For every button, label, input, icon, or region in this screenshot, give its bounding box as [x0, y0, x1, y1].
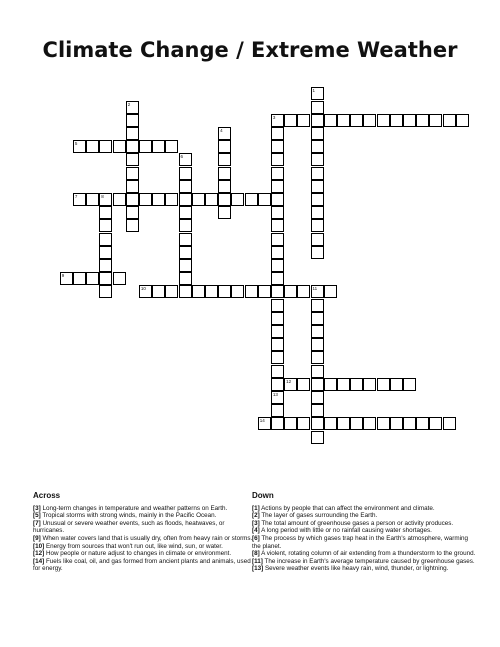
grid-cell[interactable]	[311, 206, 324, 219]
grid-cell[interactable]	[271, 193, 284, 206]
grid-cell[interactable]	[99, 246, 112, 259]
grid-cell[interactable]	[324, 378, 337, 391]
cell-number: 8	[101, 193, 104, 199]
grid-cell[interactable]	[403, 114, 416, 127]
grid-cell[interactable]	[271, 206, 284, 219]
grid-cell[interactable]	[73, 193, 86, 206]
grid-cell[interactable]	[271, 272, 284, 285]
grid-cell[interactable]	[311, 153, 324, 166]
grid-cell[interactable]	[311, 233, 324, 246]
grid-cell[interactable]	[311, 312, 324, 325]
grid-cell[interactable]	[429, 114, 442, 127]
grid-cell[interactable]	[337, 114, 350, 127]
grid-cell[interactable]	[271, 246, 284, 259]
grid-cell[interactable]	[311, 299, 324, 312]
grid-cell[interactable]	[60, 272, 73, 285]
grid-cell[interactable]	[86, 193, 99, 206]
grid-cell[interactable]	[165, 285, 178, 298]
grid-cell[interactable]	[165, 193, 178, 206]
clue-text: The layer of gases surrounding the Earth.	[259, 512, 378, 520]
clue-number: [14]	[33, 557, 45, 565]
grid-cell[interactable]	[271, 153, 284, 166]
grid-cell[interactable]	[73, 140, 86, 153]
grid-cell[interactable]	[311, 193, 324, 206]
grid-cell[interactable]	[99, 233, 112, 246]
grid-cell[interactable]	[218, 180, 231, 193]
grid-cell[interactable]	[73, 272, 86, 285]
clue-text: A violent, rotating column of air extending from a thunderstorm to the ground.	[259, 550, 476, 558]
grid-cell[interactable]	[403, 378, 416, 391]
grid-cell[interactable]	[297, 378, 310, 391]
grid-cell[interactable]	[139, 140, 152, 153]
grid-cell[interactable]	[271, 351, 284, 364]
grid-cell[interactable]	[179, 285, 192, 298]
grid-cell[interactable]	[311, 180, 324, 193]
grid-cell[interactable]	[179, 219, 192, 232]
grid-cell[interactable]	[126, 180, 139, 193]
grid-cell[interactable]	[126, 101, 139, 114]
clue-text: Actions by people that can affect the environment and climate.	[259, 504, 435, 512]
grid-cell[interactable]	[416, 114, 429, 127]
grid-cell[interactable]	[113, 140, 126, 153]
grid-cell[interactable]	[99, 259, 112, 272]
grid-cell[interactable]	[152, 193, 165, 206]
clue-number: [6]	[252, 534, 260, 542]
clue-item	[33, 520, 255, 535]
grid-cell[interactable]	[311, 404, 324, 417]
grid-cell[interactable]	[99, 272, 112, 285]
grid-cell[interactable]	[271, 312, 284, 325]
grid-cell[interactable]	[284, 114, 297, 127]
cell-number: 10	[140, 286, 146, 292]
clue-number: [12]	[33, 550, 45, 558]
grid-cell[interactable]	[416, 417, 429, 430]
grid-cell[interactable]	[271, 285, 284, 298]
cell-number: 2	[127, 101, 131, 107]
grid-cell[interactable]	[311, 101, 324, 114]
grid-cell[interactable]	[324, 114, 337, 127]
grid-cell[interactable]	[126, 206, 139, 219]
grid-cell[interactable]	[99, 140, 112, 153]
grid-cell[interactable]	[218, 167, 231, 180]
grid-cell[interactable]	[126, 153, 139, 166]
grid-cell[interactable]	[271, 114, 284, 127]
grid-cell[interactable]	[218, 206, 231, 219]
clue-text: Energy from sources that won't run out, like wind, sun, or water.	[44, 542, 223, 550]
grid-cell[interactable]	[271, 338, 284, 351]
grid-cell[interactable]	[363, 114, 376, 127]
clue-item	[33, 550, 255, 558]
grid-cell[interactable]	[205, 193, 218, 206]
grid-cell[interactable]	[271, 417, 284, 430]
cell-number: 3	[272, 114, 276, 120]
grid-cell[interactable]	[390, 114, 403, 127]
grid-cell[interactable]	[113, 272, 126, 285]
grid-cell[interactable]	[218, 140, 231, 153]
grid-cell[interactable]	[311, 114, 324, 127]
grid-cell[interactable]	[271, 325, 284, 338]
grid-cell[interactable]	[126, 193, 139, 206]
clue-item	[252, 535, 476, 550]
grid-cell[interactable]	[231, 193, 244, 206]
grid-cell[interactable]	[271, 167, 284, 180]
grid-cell[interactable]	[297, 114, 310, 127]
clue-item	[252, 558, 476, 566]
grid-cell[interactable]	[350, 378, 363, 391]
clue-number: [3]	[33, 504, 41, 512]
grid-cell[interactable]	[258, 285, 271, 298]
grid-cell[interactable]	[86, 140, 99, 153]
clue-item	[33, 543, 255, 551]
grid-cell[interactable]	[284, 378, 297, 391]
clue-number: [2]	[252, 512, 260, 520]
grid-cell[interactable]	[99, 285, 112, 298]
grid-cell[interactable]	[297, 417, 310, 430]
grid-cell[interactable]	[271, 233, 284, 246]
grid-cell[interactable]	[192, 193, 205, 206]
clue-text: How people or nature adjust to changes in climate or environment.	[44, 550, 232, 558]
grid-cell[interactable]	[297, 285, 310, 298]
grid-cell[interactable]	[311, 391, 324, 404]
grid-cell[interactable]	[311, 285, 324, 298]
grid-cell[interactable]	[429, 417, 442, 430]
clue-item	[252, 512, 476, 520]
cell-number: 1	[312, 88, 316, 94]
grid-cell[interactable]	[311, 167, 324, 180]
clue-item	[252, 527, 476, 535]
grid-cell[interactable]	[456, 114, 469, 127]
grid-cell[interactable]	[337, 378, 350, 391]
across-clues	[33, 492, 255, 573]
grid-cell[interactable]	[311, 219, 324, 232]
grid-cell[interactable]	[377, 378, 390, 391]
clue-text: Unusual or severe weather events, such as floods, heatwaves, or hurricanes.	[33, 519, 225, 535]
grid-cell[interactable]	[363, 417, 376, 430]
grid-cell[interactable]	[271, 365, 284, 378]
grid-cell[interactable]	[218, 153, 231, 166]
grid-cell[interactable]	[152, 140, 165, 153]
grid-cell[interactable]	[179, 167, 192, 180]
cell-number: 5	[74, 141, 78, 147]
grid-cell[interactable]	[99, 206, 112, 219]
grid-cell[interactable]	[311, 87, 324, 100]
grid-cell[interactable]	[179, 206, 192, 219]
across-clue-list	[33, 505, 255, 573]
grid-cell[interactable]	[350, 417, 363, 430]
grid-cell[interactable]	[179, 153, 192, 166]
clue-item	[33, 535, 255, 543]
grid-cell[interactable]	[245, 193, 258, 206]
grid-cell[interactable]	[443, 114, 456, 127]
clue-text: When water covers land that is usually dry, often from heavy rain or storms.	[40, 534, 253, 542]
grid-cell[interactable]	[179, 233, 192, 246]
clue-item	[252, 550, 476, 558]
clue-number: [10]	[33, 542, 45, 550]
clue-text: The total amount of greenhouse gases a person or activity produces.	[259, 519, 454, 527]
grid-cell[interactable]	[377, 417, 390, 430]
grid-cell[interactable]	[311, 325, 324, 338]
grid-cell[interactable]	[271, 180, 284, 193]
grid-cell[interactable]	[231, 285, 244, 298]
grid-cell[interactable]	[311, 351, 324, 364]
grid-cell[interactable]	[390, 378, 403, 391]
grid-cell[interactable]	[350, 114, 363, 127]
clue-number: [8]	[252, 550, 260, 558]
cell-number: 9	[61, 273, 65, 279]
grid-cell[interactable]	[311, 127, 324, 140]
clue-text: The process by which gases trap heat in the Earth's atmosphere, warming the planet.	[252, 534, 468, 550]
grid-cell[interactable]	[337, 417, 350, 430]
clue-item	[33, 558, 255, 573]
grid-cell[interactable]	[311, 140, 324, 153]
grid-cell[interactable]	[311, 338, 324, 351]
clue-item	[252, 565, 476, 573]
clue-number: [11]	[252, 557, 263, 565]
grid-cell[interactable]	[126, 140, 139, 153]
grid-cell[interactable]	[245, 285, 258, 298]
grid-cell[interactable]	[126, 167, 139, 180]
puzzle-title: Climate Change / Extreme Weather	[42, 38, 458, 62]
clue-item	[33, 505, 255, 513]
grid-cell[interactable]	[179, 180, 192, 193]
grid-cell[interactable]	[179, 272, 192, 285]
grid-cell[interactable]	[377, 114, 390, 127]
cell-number: 12	[286, 378, 292, 384]
clue-number: [1]	[252, 504, 260, 512]
cell-number: 7	[74, 193, 78, 199]
clue-number: [5]	[33, 512, 41, 520]
cell-number: 14	[259, 418, 265, 424]
grid-cell[interactable]	[271, 404, 284, 417]
cell-number: 13	[272, 391, 278, 397]
clue-number: [7]	[33, 519, 41, 527]
grid-cell[interactable]	[126, 127, 139, 140]
down-heading: Down	[252, 491, 274, 500]
grid-cell[interactable]	[258, 193, 271, 206]
grid-cell[interactable]	[390, 417, 403, 430]
grid-cell[interactable]	[271, 299, 284, 312]
grid-cell[interactable]	[86, 272, 99, 285]
grid-cell[interactable]	[99, 193, 112, 206]
grid-cell[interactable]	[311, 378, 324, 391]
clue-text: The increase in Earth's average temperature caused by greenhouse gases.	[262, 557, 475, 565]
grid-cell[interactable]	[324, 417, 337, 430]
clue-number: [4]	[252, 527, 260, 535]
grid-cell[interactable]	[324, 285, 337, 298]
clue-text: A long period with little or no rainfall causing water shortages.	[259, 527, 432, 535]
down-clue-list	[252, 505, 476, 573]
grid-cell[interactable]	[271, 378, 284, 391]
grid-cell[interactable]	[99, 219, 112, 232]
clue-number: [3]	[252, 519, 260, 527]
grid-cell[interactable]	[311, 246, 324, 259]
grid-cell[interactable]	[126, 114, 139, 127]
grid-cell[interactable]	[218, 193, 231, 206]
grid-cell[interactable]	[205, 285, 218, 298]
grid-cell[interactable]	[271, 259, 284, 272]
cell-number: 6	[180, 154, 184, 160]
clue-number: [9]	[33, 534, 41, 542]
grid-cell[interactable]	[271, 219, 284, 232]
grid-cell[interactable]	[179, 193, 192, 206]
grid-cell[interactable]	[179, 246, 192, 259]
grid-cell[interactable]	[192, 285, 205, 298]
clue-text: Fuels like coal, oil, and gas formed from ancient plants and animals, used for energy.	[33, 557, 251, 573]
grid-cell[interactable]	[152, 285, 165, 298]
grid-cell[interactable]	[126, 219, 139, 232]
grid-cell[interactable]	[179, 259, 192, 272]
grid-cell[interactable]	[139, 193, 152, 206]
grid-cell[interactable]	[311, 431, 324, 444]
grid-cell[interactable]	[311, 417, 324, 430]
grid-cell[interactable]	[284, 285, 297, 298]
grid-cell[interactable]	[218, 127, 231, 140]
grid-cell[interactable]	[403, 417, 416, 430]
clue-item	[252, 520, 476, 528]
clue-text: Severe weather events like heavy rain, wind, thunder, or lightning.	[263, 565, 449, 573]
grid-cell[interactable]	[271, 140, 284, 153]
clue-number: [13]	[252, 565, 264, 573]
grid-cell[interactable]	[271, 391, 284, 404]
across-heading: Across	[33, 491, 61, 500]
clue-item	[33, 512, 255, 520]
cell-number: 4	[220, 127, 223, 133]
cell-number: 11	[312, 286, 318, 292]
grid-cell[interactable]	[218, 285, 231, 298]
clue-text: Long-term changes in temperature and weather patterns on Earth.	[40, 504, 228, 512]
grid-cell[interactable]	[139, 285, 152, 298]
grid-cell[interactable]	[165, 140, 178, 153]
grid-cell[interactable]	[271, 127, 284, 140]
grid-cell[interactable]	[311, 365, 324, 378]
clue-item	[252, 505, 476, 513]
clue-text: Tropical storms with strong winds, mainly in the Pacific Ocean.	[40, 512, 217, 520]
grid-cell[interactable]	[113, 193, 126, 206]
down-clues	[252, 492, 476, 573]
grid-cell[interactable]	[258, 417, 271, 430]
grid-cell[interactable]	[284, 417, 297, 430]
grid-cell[interactable]	[363, 378, 376, 391]
grid-cell[interactable]	[443, 417, 456, 430]
